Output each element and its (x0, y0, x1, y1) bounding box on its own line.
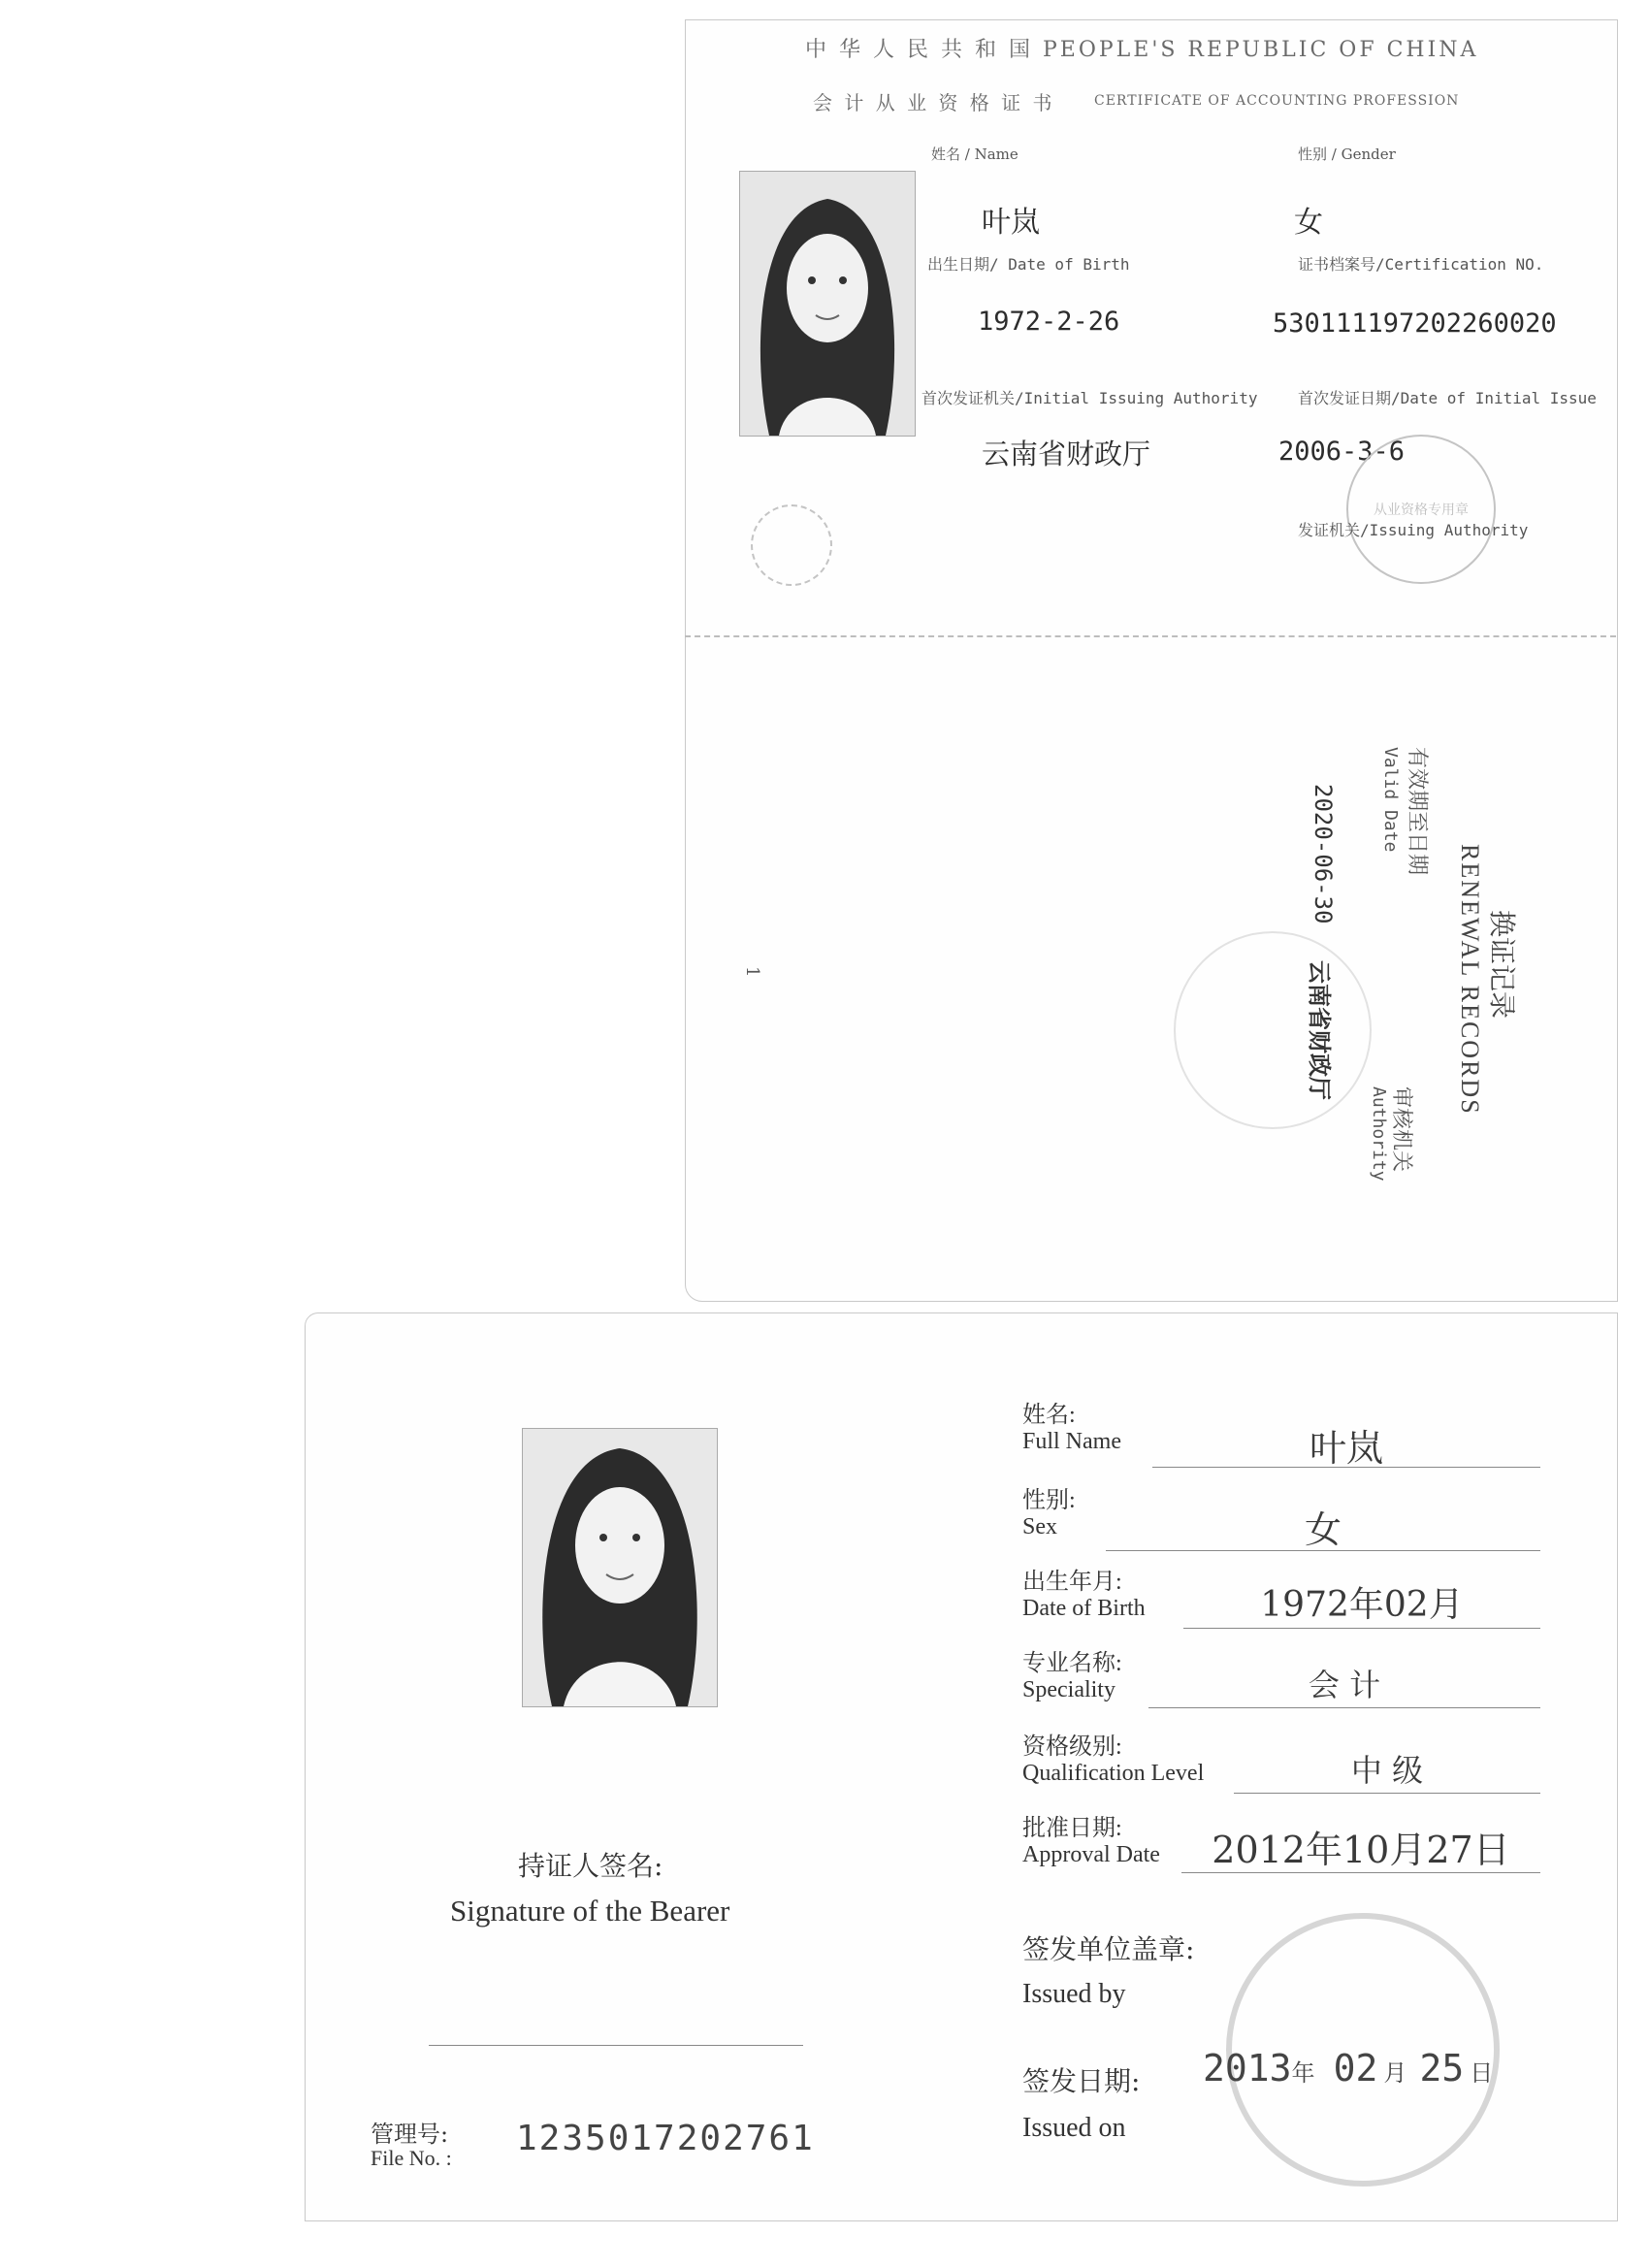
issued-day-unit: 日 (1470, 2059, 1494, 2087)
issued-by-label-en: Issued by (1022, 1979, 1126, 2009)
initial-date-label: 首次发证日期/Date of Initial Issue (1298, 389, 1597, 407)
sex-value: 女 (1304, 1508, 1342, 1551)
field-qualification-level (1022, 1734, 1204, 1787)
field-label-en: Date of Birth (1022, 1596, 1146, 1621)
field-label-cn: 资格级别: (1022, 1734, 1122, 1760)
certificate-title-cn: 会 计 从 业 资 格 证 书 (813, 91, 1055, 114)
renewal-title-en: RENEWAL RECORDS (1456, 844, 1484, 1116)
dob-label: 出生日期/ Date of Birth (927, 255, 1130, 274)
authority-label-en: Authority (1369, 1086, 1389, 1182)
issued-year-unit: 年 (1291, 2059, 1315, 2087)
authority-label-cn: 审核机关 (1389, 1086, 1413, 1173)
issued-day: 25 (1419, 2047, 1465, 2090)
field-label-en: Sex (1022, 1514, 1057, 1539)
issued-by-label-cn: 签发单位盖章: (1022, 1933, 1195, 1965)
file-no-label-en: File No. : (371, 2146, 452, 2170)
valid-value: 2020-06-30 (1310, 784, 1337, 924)
renewal-page-mark: 1 (742, 966, 762, 978)
signature-label-cn: 持证人签名: (518, 1850, 663, 1882)
issuing-authority-seal (1346, 435, 1496, 584)
initial-authority-value: 云南省财政厅 (982, 437, 1151, 470)
issued-year: 2013 (1203, 2047, 1292, 2090)
faint-emblem (751, 504, 832, 586)
issuing-authority-label: 发证机关/Issuing Authority (1298, 521, 1529, 539)
bearer-photo (522, 1428, 718, 1707)
field-label-en: Qualification Level (1022, 1761, 1205, 1786)
speciality-value: 会 计 (1308, 1667, 1381, 1703)
field-speciality (1022, 1651, 1122, 1703)
field-label-en: Speciality (1022, 1677, 1116, 1702)
gender-label: 性别 / Gender (1298, 146, 1396, 163)
signature-line (429, 2045, 803, 2046)
field-label-en: Full Name (1022, 1429, 1121, 1454)
field-date-of-birth (1022, 1570, 1146, 1622)
issued-on-label-cn: 签发日期: (1022, 2065, 1141, 2097)
renewal-title-cn: 换证记录 (1486, 910, 1516, 1020)
field-label-cn: 性别: (1022, 1488, 1076, 1513)
name-value: 叶岚 (982, 206, 1040, 240)
card-fold-line (685, 635, 1616, 637)
qualification-level-value: 中 级 (1350, 1752, 1424, 1789)
issued-on-value (1203, 2047, 1493, 2090)
certificate-title-en: CERTIFICATE OF ACCOUNTING PROFESSION (1094, 93, 1460, 109)
dob-value: 1972-2-26 (978, 307, 1120, 337)
approval-date-value: 2012年10月27日 (1212, 1829, 1510, 1871)
cert-no-label: 证书档案号/Certification NO. (1298, 255, 1544, 274)
portrait-icon (523, 1429, 717, 1706)
cert-no-value: 530111197202260020 (1273, 308, 1557, 339)
field-line (1183, 1628, 1540, 1629)
file-no-value: 1235017202761 (516, 2119, 815, 2158)
field-line (1148, 1707, 1540, 1708)
portrait-icon (740, 172, 915, 436)
field-label-en: Approval Date (1022, 1842, 1160, 1867)
file-no-label-cn: 管理号: (371, 2121, 449, 2148)
field-label-cn: 出生年月: (1022, 1570, 1122, 1595)
date-of-birth-value: 1972年02月 (1260, 1585, 1464, 1625)
field-label-cn: 专业名称: (1022, 1651, 1122, 1676)
field-line (1234, 1793, 1540, 1794)
valid-label-cn: 有效期至日期 (1405, 747, 1429, 876)
issued-month: 02 (1333, 2047, 1378, 2090)
renewal-seal (1174, 931, 1372, 1129)
field-full-name (1022, 1403, 1121, 1455)
gender-value: 女 (1294, 206, 1323, 240)
name-label: 姓名 / Name (931, 146, 1018, 163)
field-sex (1022, 1488, 1076, 1540)
valid-label-en: Valid Date (1380, 747, 1401, 853)
holder-photo (739, 171, 916, 437)
issued-on-label-en: Issued on (1022, 2113, 1126, 2143)
issued-month-unit: 月 (1383, 2059, 1407, 2087)
country-line: 中 华 人 民 共 和 国 PEOPLE'S REPUBLIC OF CHINA (805, 38, 1479, 62)
field-label-cn: 姓名: (1022, 1403, 1076, 1428)
seal-text: 从业资格专用章 (1374, 502, 1469, 518)
initial-date-value: 2006-3-6 (1278, 437, 1406, 467)
full-name-value: 叶岚 (1309, 1427, 1383, 1470)
field-label-cn: 批准日期: (1022, 1816, 1122, 1841)
field-approval-date (1022, 1816, 1160, 1868)
authority-value: 云南省财政厅 (1306, 960, 1334, 1100)
initial-authority-label: 首次发证机关/Initial Issuing Authority (922, 389, 1258, 407)
signature-label-en: Signature of the Bearer (450, 1894, 730, 1928)
